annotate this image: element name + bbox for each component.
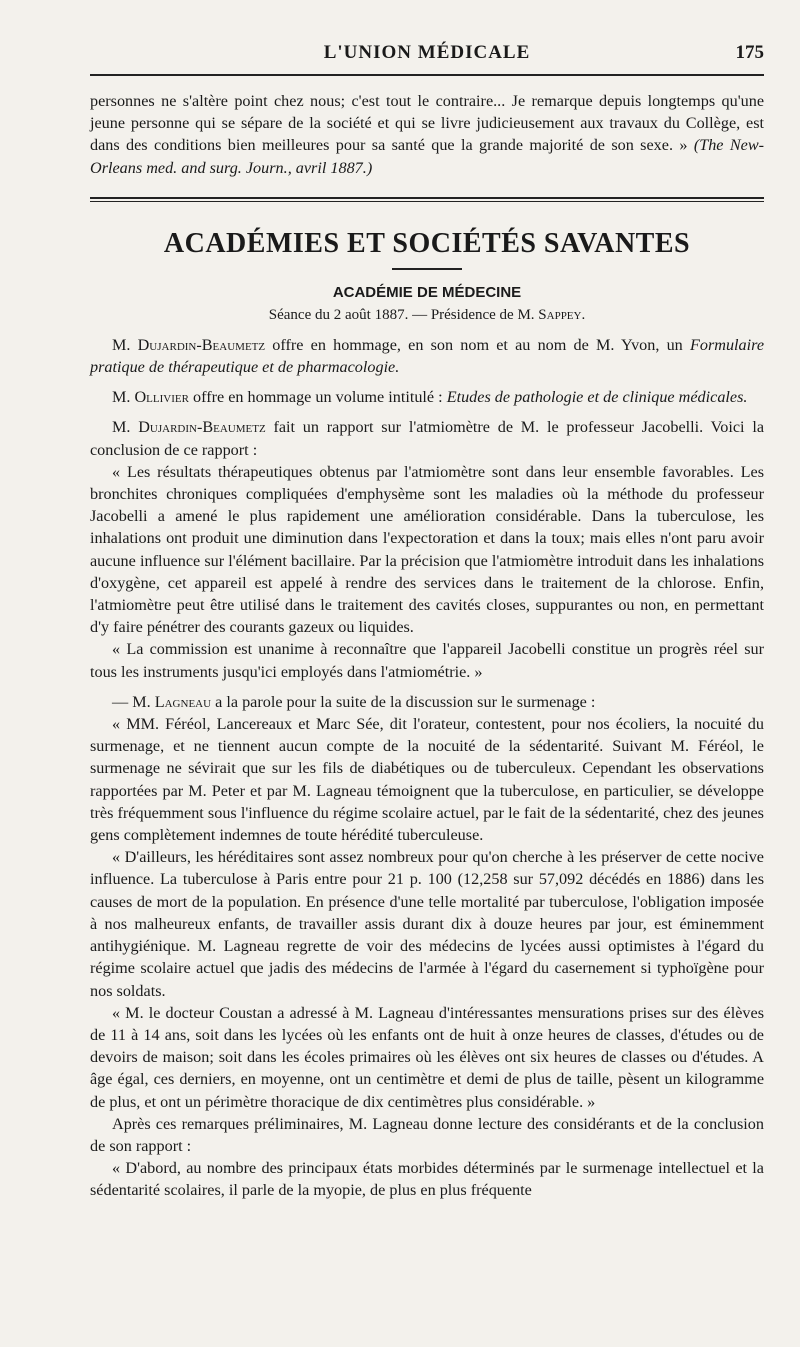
section-title: ACADÉMIES ET SOCIÉTÉS SAVANTES [163, 227, 691, 259]
subsection-title: ACADÉMIE DE MÉDECINE [332, 283, 522, 301]
running-title: L'UNION MÉDICALE [323, 42, 531, 63]
paragraph-2 [90, 386, 764, 408]
intro-paragraph [90, 90, 764, 179]
paragraph-text: fait un rapport sur l'atmiomètre de M. le professeur Jacobelli. Voici la conclusion de ce rapport : [90, 418, 764, 459]
paragraph-1 [90, 334, 764, 378]
paragraph-3 [90, 416, 764, 460]
speaker-name: M. Ollivier [112, 388, 189, 407]
paragraph-8: « D'ailleurs, les héréditaires sont assez nombreux pour qu'on cherche à les préserver de cette nocive influence. La tuberculose à Paris entre pour 21 p. 100 (12,258 sur 57,092 décédés en 1886) dans les causes de mort de la population. En présence d'une telle mortalité par tuberculose, l'obligation imposée à nos malheureux enfants, de travailler assis durant dix à douze heures par jour, est éminemment antihygiénique. M. Lagneau regrette de voir des médecins de lycées aussi optimistes à l'égard du régime scolaire actuel que jadis des médecins de l'armée à l'égard du casernement si typhoïgène pour nos soldats. [90, 848, 764, 1000]
section-divider [90, 197, 764, 202]
paragraph-11: « D'abord, au nombre des principaux états morbides déterminés par le surmenage intellectuel et la sédentarité scolaires, il parle de la myopie, de plus en plus fréquente [90, 1159, 764, 1200]
source-citation: (The New-Orleans med. and surg. Journ., avril 1887.) [90, 136, 765, 177]
paragraph-text: a la parole pour la suite de la discussion sur le surmenage : [215, 692, 596, 711]
paragraph-6 [90, 691, 764, 713]
session-president: M. Sappey. [517, 306, 586, 323]
book-title: Formulaire pratique de thérapeutique et de pharmacologie. [90, 335, 765, 377]
dash-prefix: — [112, 692, 133, 711]
session-text: Séance du 2 août 1887. — Présidence de [268, 306, 514, 323]
page-number: 175 [735, 42, 764, 63]
paragraph-7: « MM. Féréol, Lancereaux et Marc Sée, dit l'orateur, contestent, pour nos écoliers, la nocuité du surmenage, et ne tiennent aucun compte de la nocuité de la sédentarité. Suivant M. Féréol, le surmenage ne sévirait que sur les fils de diabétiques ou de tuberculeux. Cependant les observations rapportées par M. Peter et par M. Lagneau témoignent que la tuberculose, en particulier, se développe très fréquemment sous l'influence du régime scolaire actuel, par le fait de la sédentarité, chez des jeunes gens complètement indemnes de toute hérédité tuberculeuse. [90, 715, 764, 845]
paragraph-4: « Les résultats thérapeutiques obtenus par l'atmiomètre sont dans leur ensemble favorables. Les bronchites chroniques compliquées d'emphysème sont les maladies où la méthode du professeur Jacobelli a amené le plus rapidement une amélioration considérable. Dans la tuberculose, les inhalations ont produit une diminution dans l'expectoration et dans la toux; mais elles n'ont paru avoir aucune influence sur l'élément bacillaire. Par la précision que l'atmiomètre introduit dans les inhalations d'oxygène, cet appareil est appelé à rendre des services dans le traitement de la chlorose. Enfin, l'atmiomètre peut être utilisé dans le traitement des cavités closes, suppurantes ou non, en permettant d'y faire pénétrer des courants gazeux ou liquides. [90, 462, 764, 637]
paragraph-9: « M. le docteur Coustan a adressé à M. Lagneau d'intéressantes mensurations prises sur des élèves de 11 à 14 ans, soit dans les lycées où les enfants ont de huit à onze heures de classes, d'études ou de devoirs de maison; soit dans les écoles primaires où les élèves ont six heures de classes ou d'études. A âge égal, ces derniers, en moyenne, ont un centimètre et demi de plus de taille, pèsent un kilogramme de plus, et ont un périmètre thoracique de dix centimètres plus considérable. » [90, 1003, 764, 1111]
header-rule [90, 74, 764, 76]
title-rule [392, 268, 462, 270]
book-title: Etudes de pathologie et de clinique médicales. [446, 388, 748, 407]
intro-text: personnes ne s'altère point chez nous; c'est tout le contraire... Je remarque depuis longtemps qu'une jeune personne qui se sépare de la société et qui se livre judicieusement aux travaux du Collège, est dans des conditions bien meilleures pour sa santé que la grande majorité de son sexe. » [90, 92, 764, 155]
speaker-name: M. Dujardin-Beaumetz [112, 335, 266, 354]
paragraph-5: « La commission est unanime à reconnaître que l'appareil Jacobelli constitue un progrès réel sur tous les instruments jusqu'ici employés dans l'atmiométrie. » [90, 640, 764, 681]
paragraph-text: offre en hommage un volume intitulé : [193, 388, 443, 407]
paragraph-10: Après ces remarques préliminaires, M. Lagneau donne lecture des considérants et de la conclusion de son rapport : [90, 1114, 764, 1155]
speaker-name: M. Dujardin-Beaumetz [112, 418, 266, 437]
speaker-name: M. Lagneau [132, 692, 212, 711]
session-line [90, 307, 764, 324]
paragraph-text: offre en hommage, en son nom et au nom de M. Yvon, un [272, 335, 683, 354]
page-header [90, 0, 764, 74]
